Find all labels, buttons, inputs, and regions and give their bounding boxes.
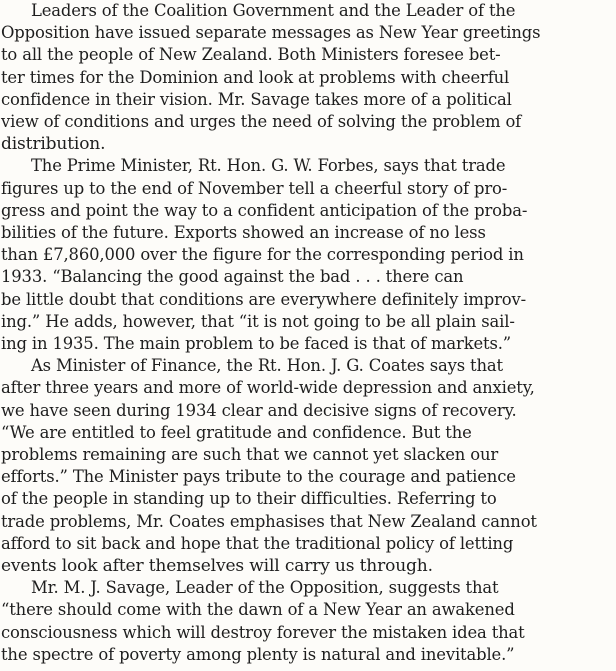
article-line: trade problems, Mr. Coates emphasises that New Zealand cannot bbox=[1, 511, 537, 531]
article-line: we have seen during 1934 clear and decisive signs of recovery. bbox=[1, 400, 517, 420]
article-line: ter times for the Dominion and look at problems with cheerful bbox=[1, 67, 510, 87]
article-line: As Minister of Finance, the Rt. Hon. J. G. Coates says that bbox=[31, 356, 503, 376]
article-line: Mr. M. J. Savage, Leader of the Opposition, suggests that bbox=[31, 578, 499, 598]
article-line: of the people in standing up to their difficulties. Referring to bbox=[1, 489, 497, 509]
article-line: problems remaining are such that we cannot yet slacken our bbox=[1, 445, 499, 464]
article-line: ing in 1935. The main problem to be faced is that of markets.” bbox=[1, 334, 512, 353]
article-line: consciousness which will destroy forever the mistaken idea that bbox=[1, 622, 525, 642]
article-line: Leaders of the Coalition Government and the Leader of the bbox=[31, 1, 516, 20]
article-line: than £7,860,000 over the figure for the corresponding period in bbox=[1, 245, 524, 265]
article-line: “there should come with the dawn of a New Year an awakened bbox=[1, 600, 515, 620]
article-line: figures up to the end of November tell a cheerful story of pro- bbox=[1, 178, 508, 198]
article-line: be little doubt that conditions are everywhere definitely improv- bbox=[1, 289, 526, 309]
article-line: to all the people of New Zealand. Both Ministers foresee bet- bbox=[1, 45, 501, 65]
article-line: efforts.” The Minister pays tribute to the courage and patience bbox=[1, 467, 516, 487]
article-line: after three years and more of world-wide depression and anxiety, bbox=[1, 378, 535, 398]
article-line: the spectre of poverty among plenty is natural and inevitable.” bbox=[1, 644, 515, 664]
article-line: confidence in their vision. Mr. Savage takes more of a political bbox=[1, 89, 512, 109]
article-line: distribution. bbox=[1, 134, 106, 154]
article-line: The Prime Minister, Rt. Hon. G. W. Forbes, says that trade bbox=[31, 156, 506, 176]
article-line: Opposition have issued separate messages as New Year greetings bbox=[1, 23, 541, 43]
article-line: view of conditions and urges the need of solving the problem of bbox=[1, 112, 522, 131]
article-line: gress and point the way to a confident anticipation of the proba- bbox=[1, 200, 528, 220]
article-line: events look after themselves will carry us through. bbox=[1, 556, 433, 575]
article-line: “We are entitled to feel gratitude and confidence. But the bbox=[1, 422, 472, 442]
article-line: afford to sit back and hope that the traditional policy of letting bbox=[1, 533, 514, 553]
article-line: 1933. “Balancing the good against the bad . . . there can bbox=[1, 267, 464, 287]
article-line: ing.” He adds, however, that “it is not going to be all plain sail- bbox=[1, 311, 515, 331]
article-line: bilities of the future. Exports showed an increase of no less bbox=[1, 223, 486, 242]
